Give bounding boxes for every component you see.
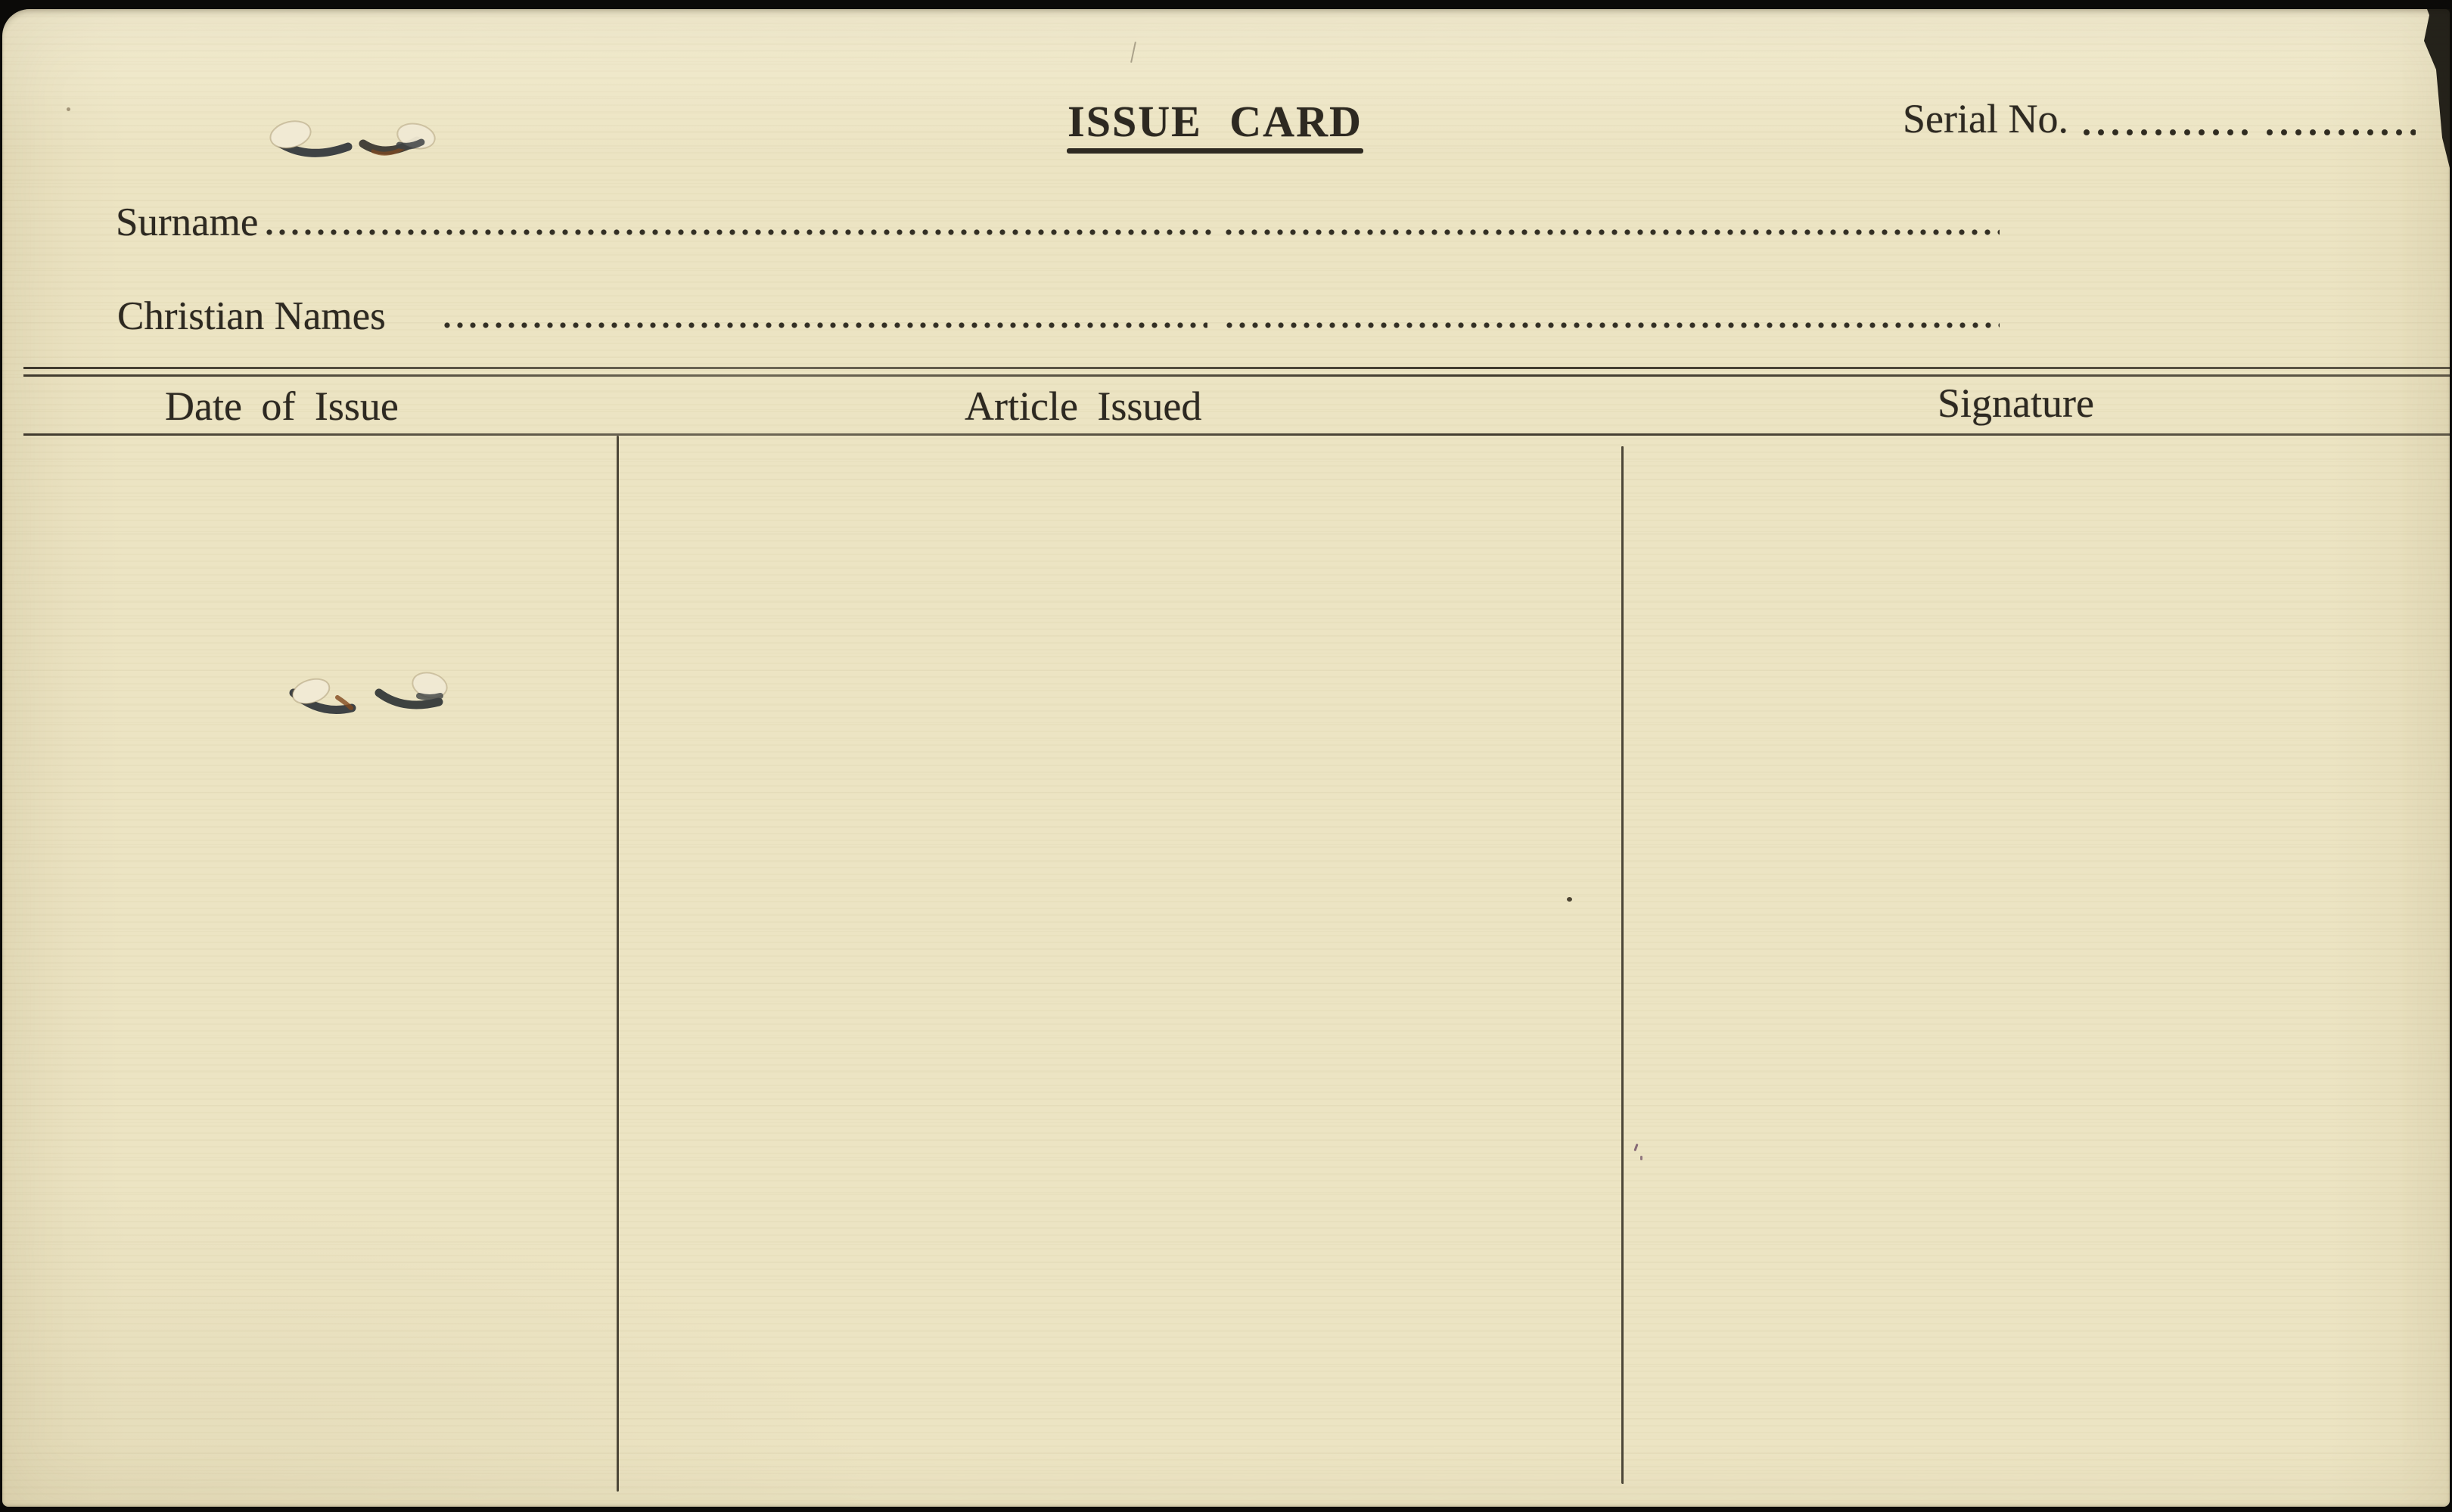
christian-names-label: Christian Names bbox=[117, 294, 386, 338]
column-divider-2 bbox=[1621, 446, 1624, 1484]
paper-fastener-icon bbox=[271, 666, 452, 734]
surname-label: Surname bbox=[116, 200, 259, 244]
ink-speck bbox=[1633, 1144, 1638, 1151]
column-header-article-issued: Article Issued bbox=[965, 383, 1202, 429]
double-rule-top bbox=[23, 367, 2450, 369]
serial-no-label: Serial No. bbox=[1903, 96, 2068, 141]
serial-no-dotted-line-1 bbox=[2083, 129, 2255, 136]
double-rule-bottom bbox=[23, 374, 2450, 377]
ink-speck bbox=[1640, 1156, 1642, 1160]
column-header-signature: Signature bbox=[1938, 380, 2094, 426]
column-divider-1 bbox=[617, 436, 619, 1492]
torn-edge bbox=[2404, 9, 2450, 168]
header-rule bbox=[23, 433, 2450, 436]
christian-names-dotted-line-1 bbox=[443, 321, 1207, 329]
column-header-date-of-issue: Date of Issue bbox=[165, 383, 399, 429]
paper-fastener-icon bbox=[259, 106, 441, 182]
page-title: ISSUE CARD bbox=[1068, 97, 1363, 146]
surname-dotted-line-1 bbox=[266, 228, 1211, 236]
ink-speck bbox=[1567, 897, 1572, 902]
ink-speck bbox=[67, 107, 70, 111]
scratch-mark bbox=[1130, 42, 1136, 63]
title-underline bbox=[1067, 148, 1363, 154]
surname-dotted-line-2 bbox=[1225, 228, 2000, 236]
christian-names-dotted-line-2 bbox=[1226, 321, 2000, 329]
serial-no-dotted-line-2 bbox=[2266, 129, 2416, 136]
issue-card bbox=[2, 9, 2450, 1507]
